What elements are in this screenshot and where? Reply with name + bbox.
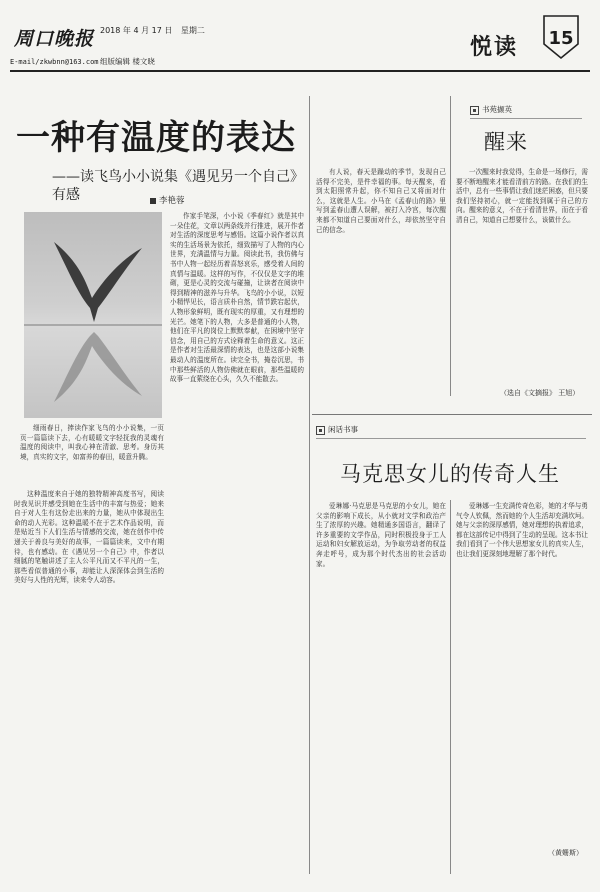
issue-weekday: 星期二 xyxy=(180,26,205,35)
wake-up-kicker: 书苑撷英 xyxy=(470,104,512,115)
wake-up-title: 醒来 xyxy=(484,130,528,154)
marx-col2: 爱琳娜一生充满传奇色彩，她的才华与勇气令人钦佩，然而她的个人生活却充满坎坷。她与父亲的深厚感情，她对理想的执着追求，都在这部传记中得到了生动的呈现。这本书让我们看到了一个伟大思想家女儿的真实人生，也让我们更深刻地理解了那个时代。 xyxy=(456,502,588,558)
feature-body-left: 这种温度来自于她的独特精神高度书写，阅读时我见识并感受到她在生活中的丰富与热爱；她来自于对人生有这份走出来的力量，她从中体现出生命的动人光彩。这种温暖不在于艺术作品说明，而是贴近当下人们生活与情感的交流，她在创作中传递关于善良与美好的故事，一篇篇读来，文中有期待，也有感动。在《遇见另一个自己》中，作者以细腻的笔触讲述了主人公平凡而又不平凡的一生，那些看似普通的小事，却能让人深深体会到生活的美好与人性的光辉，读来令人动容。 xyxy=(14,490,164,585)
feature-author: 李艳蓉 xyxy=(159,196,185,206)
page-editor: 组版编辑 楼文晓 xyxy=(100,57,155,66)
column-separator xyxy=(309,96,310,874)
masthead-rule xyxy=(10,70,590,72)
page-number: 15 xyxy=(548,28,574,49)
feature-photo xyxy=(24,212,162,418)
wake-up-col1: 有人说，春天是躁动的季节，发现自己活得不完美，是件幸福的事。每天醒来，看到太阳照常升起，你不知自己又将面对什么，这就是人生。小马在《孟春山的路》里写到孟春山遭人误解，被打入冷宫，每次醒来都不知道自己要面对什么，却依然坚守自己的信念。 xyxy=(316,168,446,234)
kicker-rule xyxy=(470,118,582,119)
contact-email: E-mail/zkwbnn@163.com xyxy=(10,58,99,66)
column-separator xyxy=(450,500,451,874)
kicker-box-icon xyxy=(470,106,479,115)
feature-body-center: 作家手笔深，小小说《季春红》就是其中一朵佳花，文章以两条线并行推进，展开作者对生活的深度思考与感悟。这篇小说作者以真实的生活场景为依托，细致描写了人物的内心世界，充满温情与力量。阅读此书，我仿佛与书中人物一起经历着喜怒哀乐，感受着人间的真情与温暖。这样的写作，不仅仅是文字的堆砌，更是心灵的交流与碰撞，让读者在阅读中得到精神的滋养与升华。飞鸟的小小说，以短小精悍见长，语言质朴自然，情节跌宕起伏，人物形象鲜明，既有现实的厚重，又有理想的光芒。她笔下的人物，大多是普通的小人物，他们在平凡的岗位上默默奉献，在困境中坚守信念，用自己的方式诠释着生命的意义。这正是作者对生活最深情的表达，也是这部小说集最动人的温度所在。读完全书，掩卷沉思，书中那些鲜活的人物仿佛就在眼前，那些温暖的故事一直萦绕在心头，久久不能散去。 xyxy=(170,212,304,384)
byline-marker-icon xyxy=(150,198,156,204)
issue-date: 2018 年 4 月 17 日 xyxy=(100,26,173,35)
wake-up-col2: 一次醒来时我觉得，生命是一场修行，需要不断地醒来才能看清前方的路。在我们的生活中，总有一些事情让我们迷茫困惑，但只要我们坚持初心，就一定能找到属于自己的方向。醒来的意义，不在于看清世界，而在于看清自己，知道自己想要什么，该做什么。 xyxy=(456,168,588,224)
kicker-rule xyxy=(316,438,586,439)
feature-title: 一种有温度的表达 xyxy=(16,118,296,158)
marx-col1: 爱琳娜·马克思是马克思的小女儿，她在父亲的影响下成长，从小就对文学和政治产生了浓厚的兴趣。她精通多国语言，翻译了许多重要的文学作品，同时积极投身于工人运动和妇女解放运动，为争取劳动者的权益奔走呼号，成为那个时代杰出的社会活动家。 xyxy=(316,502,446,568)
feature-subtitle: ——读飞鸟小小说集《遇见另一个自己》有感 xyxy=(52,169,297,203)
section-divider xyxy=(312,414,592,415)
wake-up-credit: （选自《文摘报》 王旭） xyxy=(500,389,580,397)
masthead xyxy=(0,0,600,78)
marx-title: 马克思女儿的传奇人生 xyxy=(340,462,560,486)
section-name: 悦读 xyxy=(470,34,519,60)
issue-meta xyxy=(100,25,211,36)
marx-credit: （黄姗斯） xyxy=(548,849,583,857)
page-number-badge xyxy=(542,14,580,60)
seagull-illustration-icon xyxy=(24,212,162,418)
newspaper-logo: 周口晚报 xyxy=(14,28,95,50)
marx-kicker: 闲话书事 xyxy=(316,424,358,435)
feature-intro-paragraph: 细雨春日，捧读作家飞鸟的小小说集，一页页一篇篇读下去，心有暖暖文字轻抚我的灵魂有温度的阅读中，叫我心神在清澈、思考。身历其境，真实的文字，如富养的春田，暖意升腾。 xyxy=(20,424,164,461)
column-separator xyxy=(450,96,451,396)
feature-byline xyxy=(150,194,185,206)
kicker-box-icon xyxy=(316,426,325,435)
